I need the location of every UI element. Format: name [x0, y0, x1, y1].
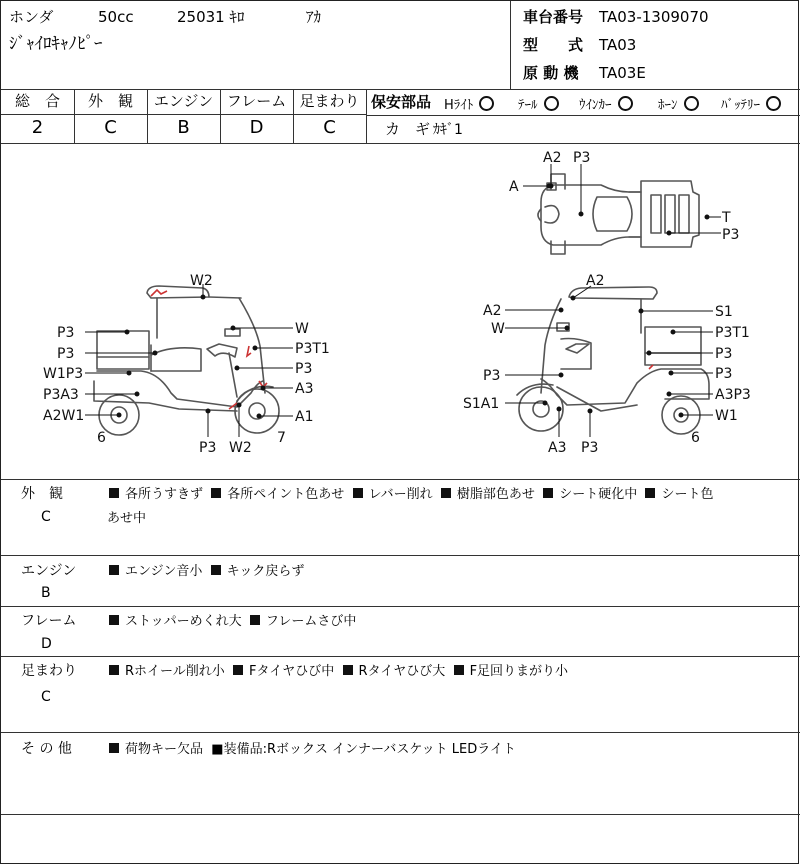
diag-left-label: W [295, 321, 309, 337]
remark-suspension-grade: C [41, 689, 51, 705]
remark-suspension-items: Rホイール削れ小 Fタイヤひび中 Rタイヤひび大 F足回りまがり小 [109, 665, 568, 678]
remark-frame-items: ストッパーめくれ大 フレームさび中 [109, 615, 356, 628]
remark-exterior-continuation: あせ中 [107, 511, 147, 526]
diag-top-label: P3 [722, 227, 740, 243]
color: ｱｶ [306, 8, 322, 26]
chassis-value: TA03-1309070 [599, 8, 709, 26]
diag-left-label: P3T1 [295, 341, 330, 357]
maker: ホンダ [9, 8, 54, 26]
diag-left-label: W1P3 [43, 366, 84, 382]
diag-left-label: P3 [57, 346, 75, 362]
mileage: 25031 ｷﾛ [177, 8, 245, 26]
grade-suspension-value: C [323, 117, 336, 138]
grade-overall-label: 総 合 [14, 92, 60, 110]
engine-value: TA03E [599, 64, 646, 82]
remark-suspension-label: 足まわり [21, 663, 77, 679]
diag-left-label: W2 [190, 273, 213, 289]
diag-right-label: W [491, 321, 505, 337]
safety-tail: ﾃｰﾙ [518, 96, 559, 112]
diag-right-label: P3 [715, 346, 733, 362]
diag-right-label: S1A1 [463, 396, 500, 412]
model-name: ｼﾞｬｲﾛｷｬﾉﾋﾟｰ [9, 34, 103, 54]
remark-exterior-label: 外 観 [21, 486, 63, 502]
remark-frame-label: フレーム [21, 613, 77, 629]
diag-left-label: P3A3 [43, 387, 79, 403]
grade-engine-value: B [177, 117, 190, 138]
diag-top-label: A2 [543, 150, 562, 166]
diag-left-label: A2W1 [43, 408, 85, 424]
remark-other-label: そ の 他 [21, 741, 72, 757]
remark-exterior-grade: C [41, 509, 51, 525]
circle-mark-icon [479, 96, 494, 111]
diag-right-label: P3 [581, 440, 599, 456]
remark-engine-label: エンジン [21, 563, 77, 579]
damage-diagram [1, 144, 800, 479]
diag-left-label: 7 [277, 430, 286, 446]
diag-top-label: T [722, 210, 731, 226]
diag-left-label: P3 [57, 325, 75, 341]
grade-frame-label: フレーム [226, 92, 287, 110]
diag-right-label: 6 [691, 430, 700, 446]
grade-exterior-value: C [104, 117, 117, 138]
grade-suspension-label: 足まわり [299, 92, 360, 110]
diag-left-label: A1 [295, 409, 314, 425]
remark-engine-grade: B [41, 585, 51, 601]
scooter-top-view [538, 174, 699, 254]
diag-right-label: S1 [715, 304, 733, 320]
diag-left-label: P3 [199, 440, 217, 456]
key-label: カ ギ [385, 120, 431, 138]
safety-headlight: Hﾗｲﾄ [444, 96, 494, 112]
key-value: ｶｷﾞ1 [433, 122, 463, 138]
circle-mark-icon [544, 96, 559, 111]
type-value: TA03 [599, 36, 637, 54]
circle-mark-icon [684, 96, 699, 111]
circle-mark-icon [766, 96, 781, 111]
grade-frame-value: D [249, 117, 264, 138]
diag-right-label: W1 [715, 408, 738, 424]
diag-left-label: 6 [97, 430, 106, 446]
chassis-label: 車台番号 [523, 8, 584, 26]
safety-horn: ﾎｰﾝ [658, 96, 699, 112]
diag-left-label: A3 [295, 381, 314, 397]
remark-frame-grade: D [41, 636, 52, 652]
diag-top-label: P3 [573, 150, 591, 166]
engine-label: 原 動 機 [523, 64, 579, 82]
grade-engine-label: エンジン [153, 92, 214, 110]
diag-left-label: P3 [295, 361, 313, 377]
safety-winker: ｳｲﾝｶｰ [579, 96, 633, 112]
circle-mark-icon [618, 96, 633, 111]
diag-top-label: A [509, 179, 519, 195]
diag-right-label: P3T1 [715, 325, 750, 341]
grade-overall-value: 2 [31, 117, 44, 138]
remark-other-items: 荷物キー欠品 ■装備品:Rボックス インナーバスケット LEDライト [109, 743, 516, 756]
safety-label: 保安部品 [371, 93, 432, 111]
scooter-left-view [94, 286, 279, 435]
diag-right-label: A3 [548, 440, 567, 456]
displacement: 50cc [98, 8, 134, 26]
diag-left-label: W2 [229, 440, 252, 456]
diag-right-label: P3 [715, 366, 733, 382]
remark-engine-items: エンジン音小 キック戻らず [109, 565, 304, 578]
diag-right-label: A2 [586, 273, 605, 289]
type-label: 型 式 [523, 36, 584, 54]
remark-exterior-items: 各所うすきず 各所ペイント色あせ レバー削れ 樹脂部色あせ シート硬化中 シート色 [109, 488, 714, 501]
diag-right-label: A2 [483, 303, 502, 319]
scooter-right-view [517, 287, 709, 434]
grade-exterior-label: 外 観 [87, 92, 133, 110]
diag-right-label: P3 [483, 368, 501, 384]
safety-battery: ﾊﾞｯﾃﾘｰ [721, 96, 781, 112]
diag-right-label: A3P3 [715, 387, 751, 403]
